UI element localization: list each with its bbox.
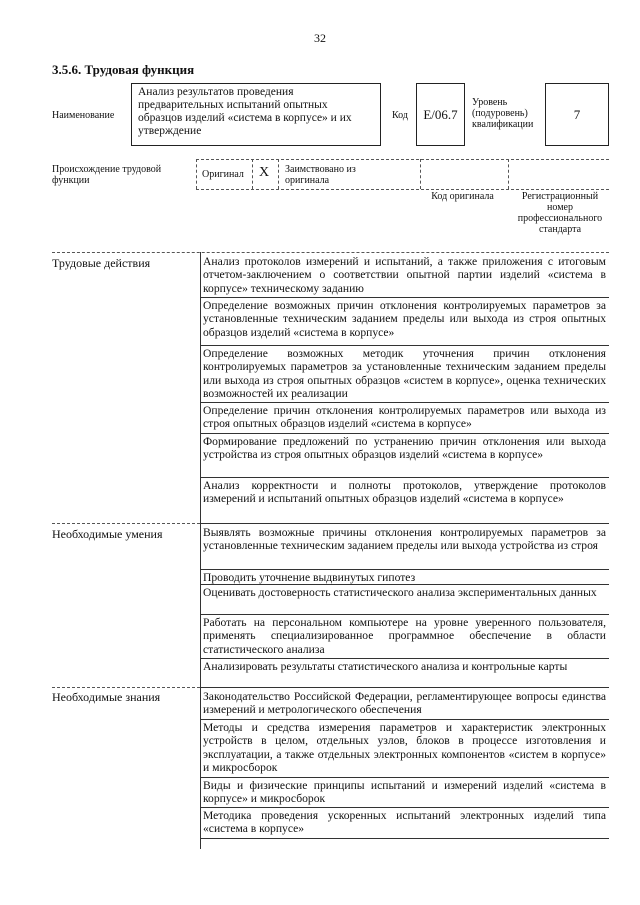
list-item: Анализ протоколов измерений и испытаний, а также приложения с итоговым отчетом-заключением о соответствии опытной партии изделий «система в корпусе» техническому заданию [203,255,606,295]
name-value: Анализ результатов проведения предварительных испытаний опытных образцов изделий «система в корпусе» и их утверждение [138,86,352,137]
list-item: Определение возможных причин отклонения контролируемых параметров за установленные техническим заданием пределы или выхода из строя опытных образцов изделий «система в корпусе» [203,299,606,339]
name-label: Наименование [52,110,115,121]
original-label: Оригинал [202,169,244,180]
origin-label: Происхождение трудовой функции [52,164,162,186]
page-number: 32 [314,31,326,45]
section-boundary [200,523,609,524]
row-divider [200,658,609,659]
row-divider [200,614,609,615]
origin-bottom-line [196,189,609,190]
list-item: Работать на персональном компьютере на уровне уверенного пользователя, применять специализированное программное обеспечение в области статистического анализа [203,616,606,656]
section-title: 3.5.6. Трудовая функция [52,62,195,77]
origin-divider [252,159,253,189]
code-value: Е/06.7 [423,106,458,122]
row-divider [200,433,609,434]
list-item: Методы и средства измерения параметров и характеристик электронных устройств в целом, отдельных узлов, блоков в процессе изготовления и эксплуатации, а также отдельных электронных компонентов «систем в корпусе» и микросборок [203,721,606,774]
section-divider [52,523,200,524]
list-item: Формирование предложений по устранению причин отклонения или выхода устройства из строя опытных образцов изделий «система в корпусе» [203,435,606,462]
level-value-box [545,83,609,146]
list-item: Оценивать достоверность статистического анализа экспериментальных данных [203,586,597,599]
row-divider [200,777,609,778]
row-divider [200,584,609,585]
origin-divider [196,159,197,189]
row-divider [200,838,609,839]
list-item: Законодательство Российской Федерации, регламентирующее вопросы единства измерений и метрологического обеспечения [203,690,606,717]
row-divider [200,477,609,478]
borrowed-label: Заимствовано из оригинала [285,164,356,186]
list-item: Анализировать результаты статистического анализа и контрольные карты [203,660,568,673]
row-divider [200,719,609,720]
section-divider [52,687,200,688]
list-item: Анализ корректности и полноты протоколов, утверждение протоколов измерений и испытаний опытных образцов изделий «система в корпусе» [203,479,606,506]
section-label-knowledge: Необходимые знания [52,690,161,704]
list-item: Определение причин отклонения контролируемых параметров или выхода из строя опытных образцов изделий «система в корпусе» [203,404,606,431]
row-divider [200,569,609,570]
list-item: Виды и физические принципы испытаний и измерений изделий «система в корпусе» и микросборок [203,779,606,806]
level-value: 7 [573,106,581,122]
section-label-skills: Необходимые умения [52,527,163,541]
reg-number-label: Регистрационный номер профессионального стандарта [517,191,603,235]
origin-divider [278,159,279,189]
code-value-box [416,83,465,146]
section-label-actions: Трудовые действия [52,256,151,270]
table-top-line [52,252,609,253]
row-divider [200,807,609,808]
original-mark: X [259,165,270,180]
list-item: Выявлять возможные причины отклонения контролируемых параметров за установленные техническим заданием пределы или выхода устройства из строя [203,526,606,553]
list-item: Определение возможных методик уточнения причин отклонения контролируемых параметров за установленные техническим заданием пределы или выхода из строя опытных образцов «систем в корпусе», оценка технических возможностей их реализации [203,347,606,400]
origin-divider [420,159,421,189]
table-column-divider [200,252,201,849]
row-divider [200,345,609,346]
row-divider [200,297,609,298]
level-label: Уровень (подуровень) квалификации [472,97,534,130]
list-item: Проводить уточнение выдвинутых гипотез [203,571,416,584]
code-original-label: Код оригинала [431,191,494,202]
section-boundary [200,687,609,688]
origin-top-line [196,159,609,160]
name-value-box [131,83,381,146]
list-item: Методика проведения ускоренных испытаний электронных изделий типа «система в корпусе» [203,809,606,836]
code-label: Код [392,110,408,121]
origin-divider [508,159,509,189]
row-divider [200,402,609,403]
